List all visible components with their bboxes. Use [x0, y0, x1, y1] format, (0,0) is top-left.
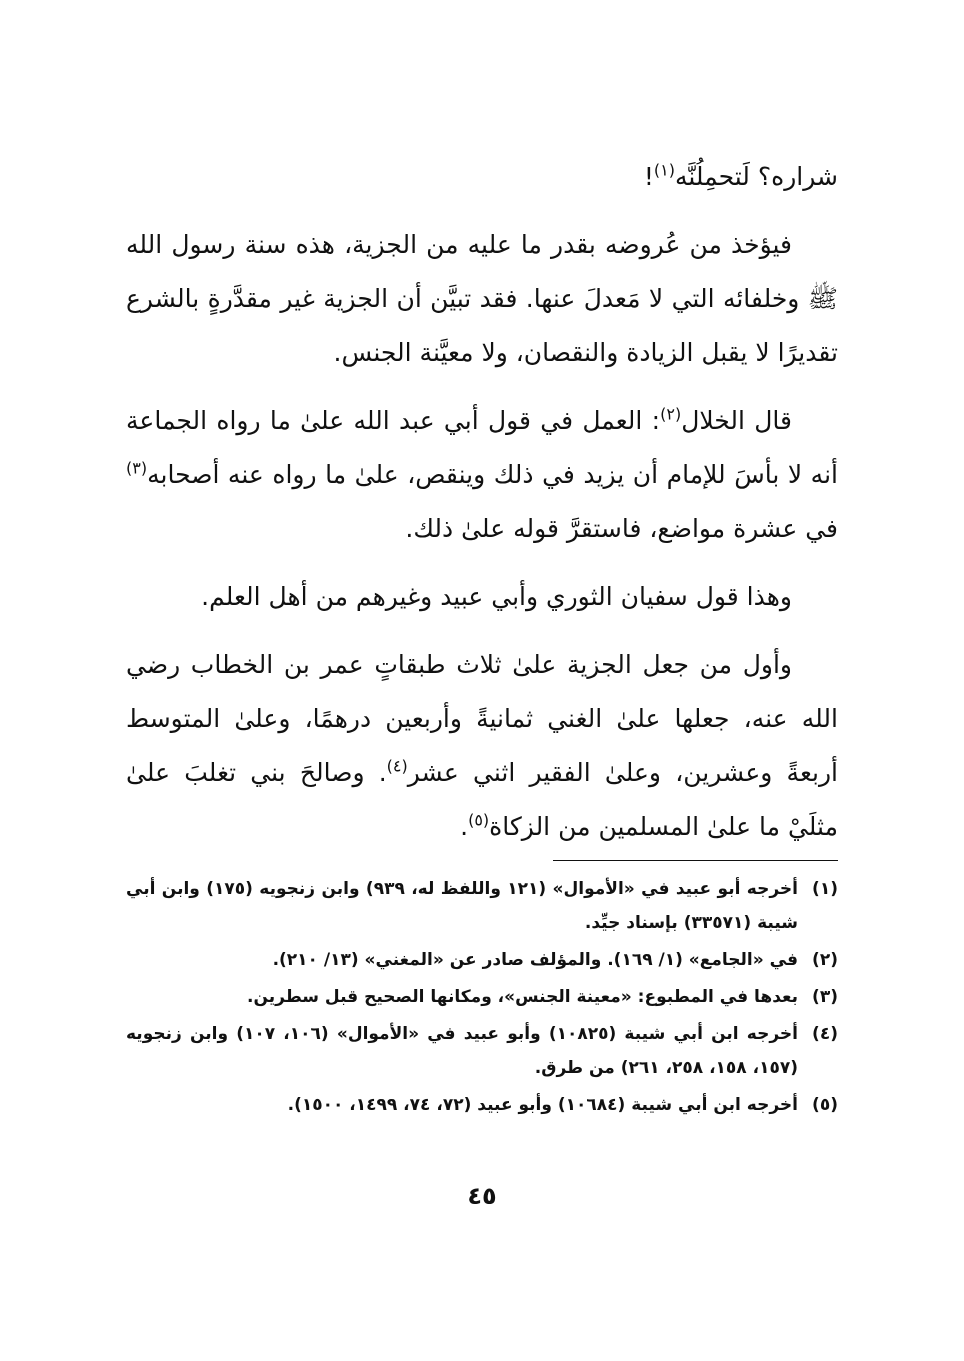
footnote-ref-5: (٥): [468, 810, 490, 830]
footnote-text: أخرجه ابن أبي شيبة (١٠٦٨٤) وأبو عبيد (٧٢، ٧٤، ١٤٩٩، ١٥٠٠).: [287, 1095, 798, 1115]
paragraph-2: [126, 218, 838, 380]
footnote-number: (٥): [812, 1095, 838, 1115]
paragraph-4: [126, 570, 838, 624]
footnotes: [126, 872, 838, 1125]
footnote-ref-2: (٢): [660, 404, 682, 424]
paragraph-5: [126, 638, 838, 854]
footnote-1: [126, 872, 838, 940]
main-text: [126, 150, 838, 854]
footnote-4: [126, 1017, 838, 1085]
page-number: ٤٥: [467, 1182, 497, 1210]
footnote-ref-1: (١): [653, 160, 675, 180]
paragraph-1: [126, 150, 838, 204]
footnote-5: [126, 1088, 838, 1122]
footnote-text: في «الجامع» (١/ ١٦٩). والمؤلف صادر عن «المغني» (١٣/ ٢١٠).: [272, 950, 798, 970]
footnote-3: [126, 980, 838, 1014]
paragraph-text: قال الخلال: [681, 406, 792, 435]
footnote-text: أخرجه ابن أبي شيبة (١٠٨٢٥) وأبو عبيد في «الأموال» (١٠٦، ١٠٧) وابن زنجويه (١٥٧، ١٥٨، ٢٥٨، ٢٦١) من طرق.: [126, 1024, 798, 1078]
footnote-number: (٢): [812, 950, 838, 970]
footnote-divider: [553, 860, 838, 861]
footnote-2: [126, 943, 838, 977]
footnote-number: (٤): [812, 1024, 838, 1044]
paragraph-text: شراره؟ لَتحمِلُنَّه: [674, 162, 838, 191]
footnote-ref-4: (٤): [386, 756, 408, 776]
paragraph-text: وهذا قول سفيان الثوري وأبي عبيد وغيرهم من أهل العلم.: [201, 582, 792, 611]
paragraph-tail-2: .: [460, 812, 469, 841]
paragraph-text: وأول من جعل الجزية علىٰ ثلاث طبقاتٍ عمر بن الخطاب رضي الله عنه، جعلها علىٰ الغني ثمانيةً وأربعين درهمًا، وعلىٰ المتوسط أربعةً وعشرين، وعلىٰ الفقير اثني عشر: [126, 650, 838, 787]
footnote-number: (١): [812, 879, 838, 899]
footnote-text: بعدها في المطبوع: «معينة الجنس»، ومكانها الصحيح قبل سطرين.: [247, 987, 798, 1007]
footnote-number: (٣): [812, 987, 838, 1007]
paragraph-tail: : العمل في قول أبي عبد الله علىٰ ما رواه الجماعة أنه لا بأسَ للإمام أن يزيد في ذلك وينقص، علىٰ ما رواه عنه أصحابه: [126, 406, 838, 489]
paragraph-tail: . وصالحَ بني تغلبَ علىٰ مثلَيْ ما علىٰ المسلمين من الزكاة: [126, 758, 838, 841]
paragraph-3: [126, 394, 838, 556]
paragraph-tail-2: في عشرة مواضع، فاستقرَّ قوله علىٰ ذلك.: [405, 514, 838, 543]
footnote-text: أخرجه أبو عبيد في «الأموال» (١٢١ واللفظ له، ٩٣٩) وابن زنجويه (١٧٥) وابن أبي شيبة (٣٣٥٧١) بإسناد جيِّد.: [126, 879, 798, 933]
paragraph-tail: !: [643, 162, 654, 191]
footnote-ref-3: (٣): [126, 458, 148, 478]
paragraph-text: فيؤخذ من عُروضه بقدر ما عليه من الجزية، هذه سنة رسول الله ﷺ وخلفائه التي لا مَعدلَ عنها. فقد تبيَّن أن الجزية غير مقدَّرةٍ بالشرع تقديرًا لا يقبل الزيادة والنقصان، ولا معيَّنة الجنس.: [126, 230, 838, 367]
